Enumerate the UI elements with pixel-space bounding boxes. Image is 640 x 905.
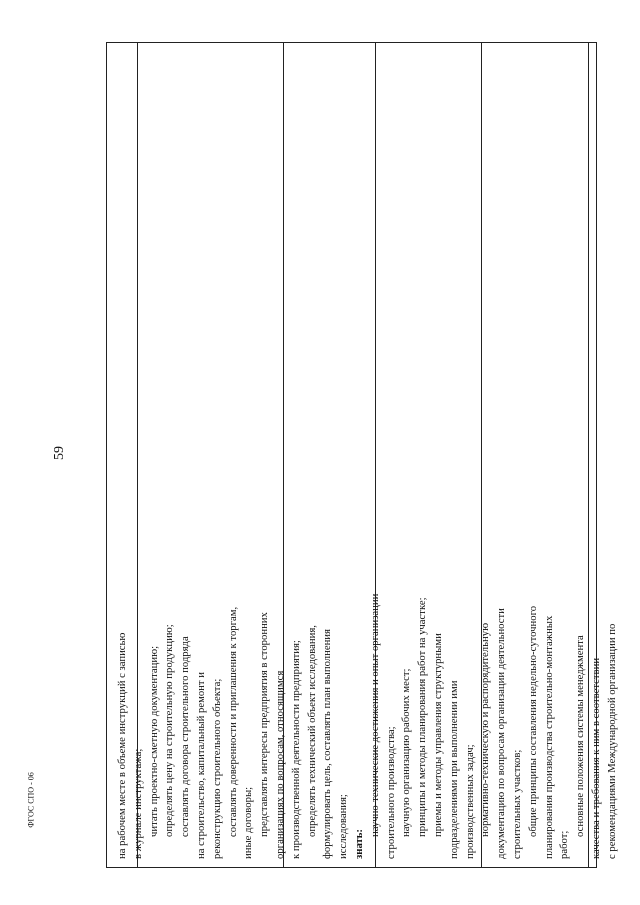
competency-text-cell — [107, 43, 618, 869]
text-line: нормативно-техническую и распорядительную — [479, 622, 492, 837]
text-line: на строительство, капитальный ремонт и — [194, 672, 207, 859]
text-line: исследования; — [337, 794, 350, 859]
text-line: знать: — [352, 829, 365, 859]
page-number: 59 — [52, 446, 67, 460]
text-line: на рабочем месте в объеме инструкций с записью — [116, 632, 128, 859]
text-line: иные договоры; — [242, 786, 255, 859]
text-line: определять технический объект исследования, — [305, 625, 318, 837]
text-line: строительного производства; — [384, 726, 397, 859]
text-line: документацию по вопросам организации деятельности — [495, 608, 508, 859]
text-line: качества и требования к ним в соответствии — [589, 657, 602, 859]
text-line: представлять интересы предприятия в сторонних — [258, 612, 271, 837]
text-line: реконструкцию строительного объекта; — [210, 678, 223, 859]
curriculum-table — [106, 42, 618, 868]
text-line: читать проектно-сметную документацию; — [147, 645, 160, 837]
text-line: основные положения системы менеджмента — [574, 635, 587, 837]
document-code: ФГОС СПО - 06 — [26, 772, 36, 828]
text-line: общие принципы составления недельно-суточного — [526, 605, 539, 837]
text-line: составлять доверенности и приглашения к торгам, — [226, 606, 239, 837]
text-line: к производственной деятельности предприятия; — [289, 640, 302, 859]
text-line: с рекомендациями Международной организации по — [605, 623, 618, 859]
text-line: формулировать цель, составлять план выполнения — [321, 629, 334, 859]
text-line: организациях по вопросам, относящимся — [273, 670, 286, 859]
text-line: составлять договора строительного подряда — [179, 636, 192, 837]
text-line: научную организацию рабочих мест; — [400, 668, 413, 837]
text-line: в журнале инструктажа; — [131, 748, 144, 859]
text-line: принципы и методы планирования работ на участке; — [416, 597, 429, 837]
text-line: подразделениями при выполнении ими — [447, 680, 460, 859]
text-line: определять цену на строительную продукцию; — [163, 624, 176, 837]
text-line: строительных участков; — [510, 749, 523, 859]
text-line: производственных задач; — [463, 744, 476, 859]
text-line: работ; — [558, 830, 571, 859]
text-line: планирования производства строительно-монтажных — [542, 615, 555, 859]
text-line: приемы и методы управления структурными — [431, 633, 444, 837]
text-line: научно-технические достижения и опыт организации — [368, 593, 381, 837]
